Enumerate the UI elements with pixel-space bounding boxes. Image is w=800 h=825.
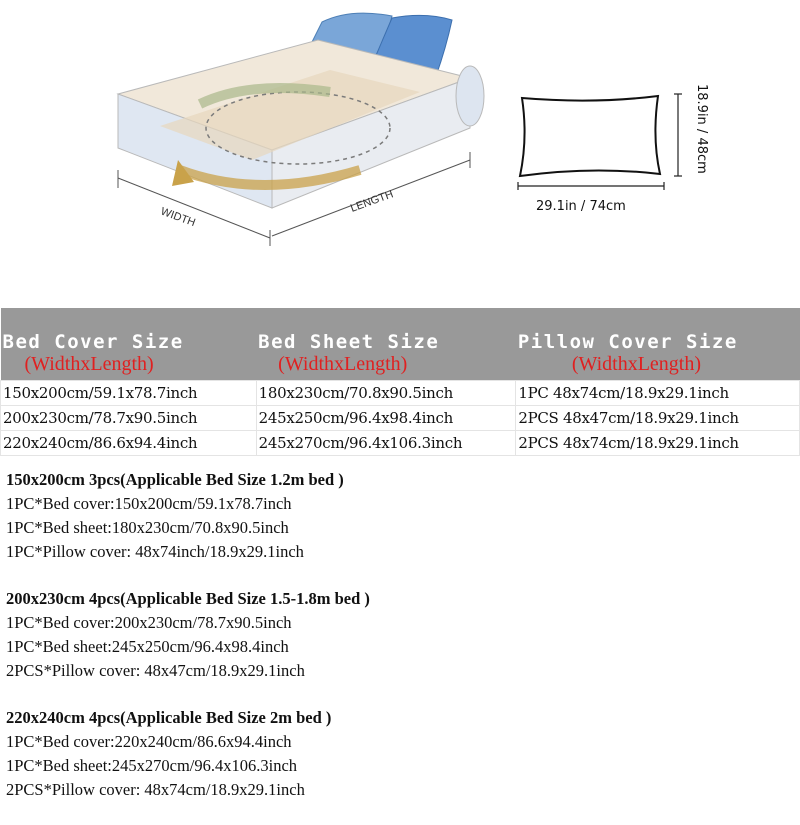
length-label: LENGTH: [348, 188, 395, 215]
table-row: [1, 430, 800, 455]
set-item: 1PC*Bed cover:220x240cm/86.6x94.4inch: [6, 732, 292, 751]
header-bed-sheet: [256, 308, 516, 380]
pillow-cover-cell: 2PCS 48x74cm/18.9x29.1inch: [516, 430, 800, 455]
pillow-cover-cell: 2PCS 48x47cm/18.9x29.1inch: [516, 405, 800, 430]
size-table: [0, 308, 800, 456]
header-subtitle: (WidthxLength): [571, 353, 702, 375]
bed-sheet-cell: 180x230cm/70.8x90.5inch: [256, 380, 516, 405]
set-title: 200x230cm 4pcs(Applicable Bed Size 1.5-1.8m bed ): [6, 589, 370, 608]
set-item: 2PCS*Pillow cover: 48x74cm/18.9x29.1inch: [6, 780, 305, 799]
set-title: 220x240cm 4pcs(Applicable Bed Size 2m bed ): [6, 708, 332, 727]
set-descriptions: [6, 468, 796, 825]
pillow-height-label: 18.9in / 48cm: [694, 84, 709, 174]
header-subtitle: (WidthxLength): [24, 353, 154, 375]
width-label: WIDTH: [158, 205, 197, 230]
bed-sheet-cell: 245x250cm/96.4x98.4inch: [256, 405, 516, 430]
set-item: 1PC*Bed sheet:245x250cm/96.4x98.4inch: [6, 637, 289, 656]
size-table-header: [1, 308, 800, 380]
table-row: [1, 380, 800, 405]
table-row: [1, 405, 800, 430]
set-item: 1PC*Bed sheet:180x230cm/70.8x90.5inch: [6, 518, 289, 537]
set-block: [6, 587, 796, 683]
bed-cover-cell: 220x240cm/86.6x94.4inch: [1, 430, 257, 455]
header-bed-cover: [1, 308, 257, 380]
set-item: 1PC*Pillow cover: 48x74inch/18.9x29.1inch: [6, 542, 304, 561]
bed-size-illustration: [0, 0, 800, 300]
bed-cover-cell: 150x200cm/59.1x78.7inch: [1, 380, 257, 405]
set-item: 2PCS*Pillow cover: 48x47cm/18.9x29.1inch: [6, 661, 305, 680]
set-item: 1PC*Bed cover:150x200cm/59.1x78.7inch: [6, 494, 292, 513]
pillow-cover-cell: 1PC 48x74cm/18.9x29.1inch: [516, 380, 800, 405]
set-item: 1PC*Bed sheet:245x270cm/96.4x106.3inch: [6, 756, 298, 775]
set-item: 1PC*Bed cover:200x230cm/78.7x90.5inch: [6, 613, 292, 632]
pillow-width-label: 29.1in / 74cm: [536, 199, 626, 214]
header-subtitle: (WidthxLength): [278, 353, 408, 375]
set-title: 150x200cm 3pcs(Applicable Bed Size 1.2m bed ): [6, 470, 344, 489]
set-block: [6, 468, 796, 564]
bed-cover-cell: 200x230cm/78.7x90.5inch: [1, 405, 257, 430]
set-block: [6, 706, 796, 802]
header-title: Pillow Cover Size: [517, 331, 738, 353]
header-pillow-cover: [516, 308, 800, 380]
pillow-outline-icon: [520, 96, 660, 176]
header-title: Bed Sheet Size: [258, 331, 440, 353]
header-title: Bed Cover Size: [2, 331, 184, 353]
bed-sheet-cell: 245x270cm/96.4x106.3inch: [256, 430, 516, 455]
